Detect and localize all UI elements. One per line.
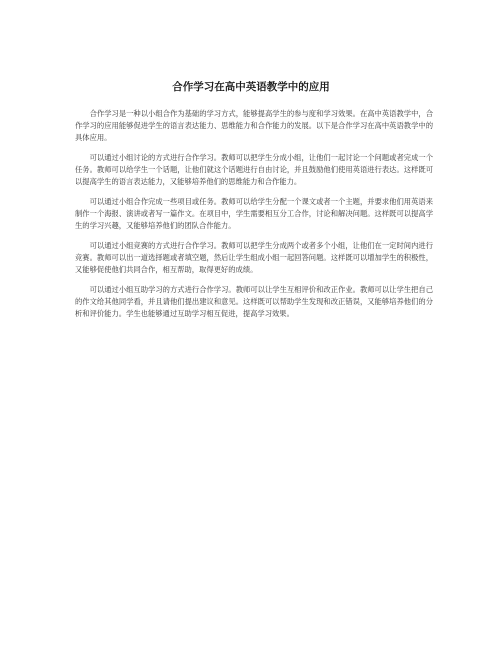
paragraph-group-discussion: 可以通过小组讨论的方式进行合作学习。教师可以把学生分成小组，让他们一起讨论一个问题或者完成一个任务。教师可以给学生一个话题，让他们就这个话题进行自由讨论，并且鼓励他们使用英语进行表达。这样既可以提高学生的语言表达能力，又能够培养他们的思维能力和合作能力。	[75, 153, 433, 186]
paragraph-group-project: 可以通过小组合作完成一些项目或任务。教师可以给学生分配一个课文或者一个主题，并要求他们用英语来制作一个海报、演讲或者写一篇作文。在项目中，学生需要相互分工合作，讨论和解决问题。这样既可以提高学生的学习兴趣，又能够培养他们的团队合作能力。	[75, 197, 433, 230]
paragraph-group-competition: 可以通过小组竞赛的方式进行合作学习。教师可以把学生分成两个或者多个小组，让他们在一定时间内进行竞赛。教师可以出一道选择题或者填空题，然后让学生组成小组一起回答问题。这样既可以增加学生的积极性，又能够促使他们共同合作，相互帮助，取得更好的成绩。	[75, 241, 433, 274]
paragraph-intro: 合作学习是一种以小组合作为基础的学习方式，能够提高学生的参与度和学习效果。在高中英语教学中，合作学习的应用能够促进学生的语言表达能力、思维能力和合作能力的发展。以下是合作学习在高中英语教学中的具体应用。	[75, 109, 433, 142]
document-body	[75, 108, 433, 328]
document-title: 合作学习在高中英语教学中的应用	[172, 81, 330, 93]
paragraph-mutual-help: 可以通过小组互助学习的方式进行合作学习。教师可以让学生互相评价和改正作业。教师可以让学生把自己的作文给其他同学看，并且请他们提出建议和意见。这样既可以帮助学生发现和改正错误，又能够培养他们的分析和评价能力。学生也能够通过互助学习相互促进，提高学习效果。	[75, 285, 433, 318]
